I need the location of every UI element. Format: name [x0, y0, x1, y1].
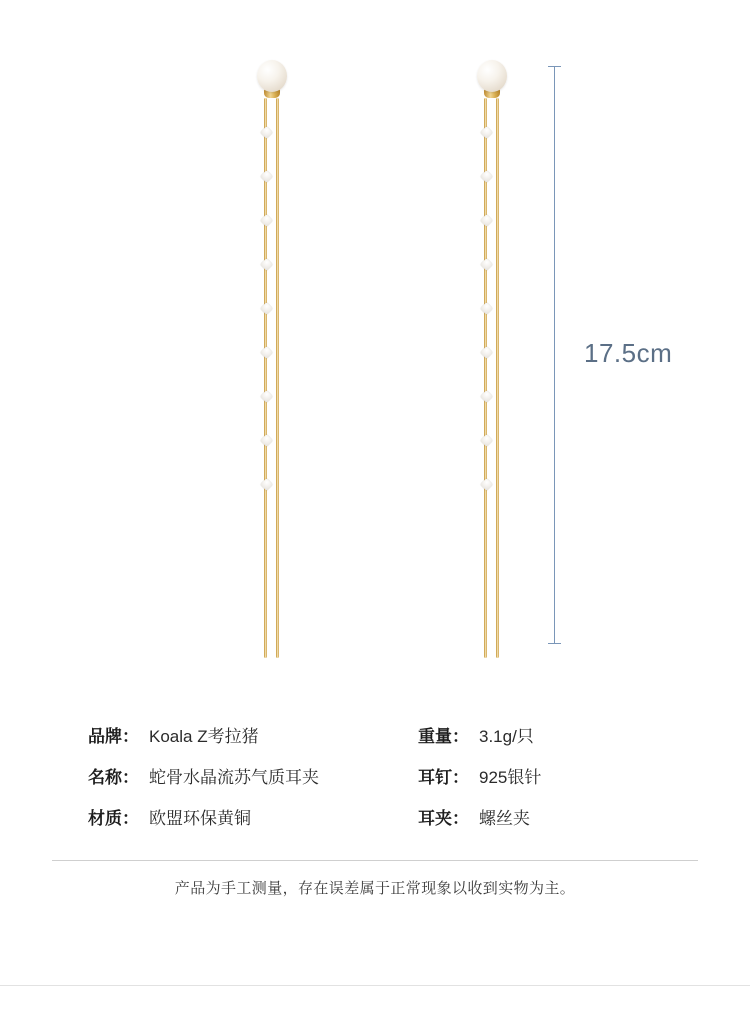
measurement-label: 17.5cm: [584, 338, 673, 368]
pearl-bead: [477, 60, 507, 92]
table-row: [88, 763, 668, 804]
crystal-strand: [482, 120, 496, 520]
spec-label: 耳夹：: [418, 809, 469, 828]
spec-cell-brand: [88, 722, 418, 747]
measurement-line: [554, 66, 555, 644]
spec-label: 重量：: [418, 727, 469, 746]
footer-note: 产品为手工测量，存在误差属于正常现象以收到实物为主。: [174, 880, 576, 897]
bottom-rule: [0, 985, 750, 986]
spec-value: 欧盟环保黄铜: [149, 809, 251, 828]
spec-cell-clip: [418, 804, 668, 829]
table-row: [88, 722, 668, 763]
measurement-bracket: [548, 66, 562, 644]
pearl-bead: [257, 60, 287, 92]
spec-value: 螺丝夹: [479, 809, 530, 828]
spec-cell-weight: [418, 722, 668, 747]
chain-strand: [276, 98, 279, 658]
spec-label: 材质：: [88, 809, 139, 828]
spec-label: 耳钉：: [418, 768, 469, 787]
spec-value: 925银针: [479, 768, 542, 787]
measurement-tick-bottom: [548, 643, 561, 644]
chain-strand: [496, 98, 499, 658]
earring-left-illustration: [242, 60, 302, 660]
product-spec-table: [88, 722, 668, 845]
spec-label: 名称：: [88, 768, 139, 787]
divider: [52, 860, 698, 861]
spec-cell-material: [88, 804, 418, 829]
spec-value: 3.1g/只: [479, 727, 534, 746]
spec-cell-name: [88, 763, 418, 788]
spec-cell-post: [418, 763, 668, 788]
measurement-tick-top: [548, 66, 561, 67]
spec-label: 品牌：: [88, 727, 139, 746]
table-row: [88, 804, 668, 845]
spec-value: 蛇骨水晶流苏气质耳夹: [149, 768, 319, 787]
spec-value: Koala Z考拉猪: [149, 727, 259, 746]
crystal-strand: [262, 120, 276, 520]
earring-right-illustration: [462, 60, 522, 660]
